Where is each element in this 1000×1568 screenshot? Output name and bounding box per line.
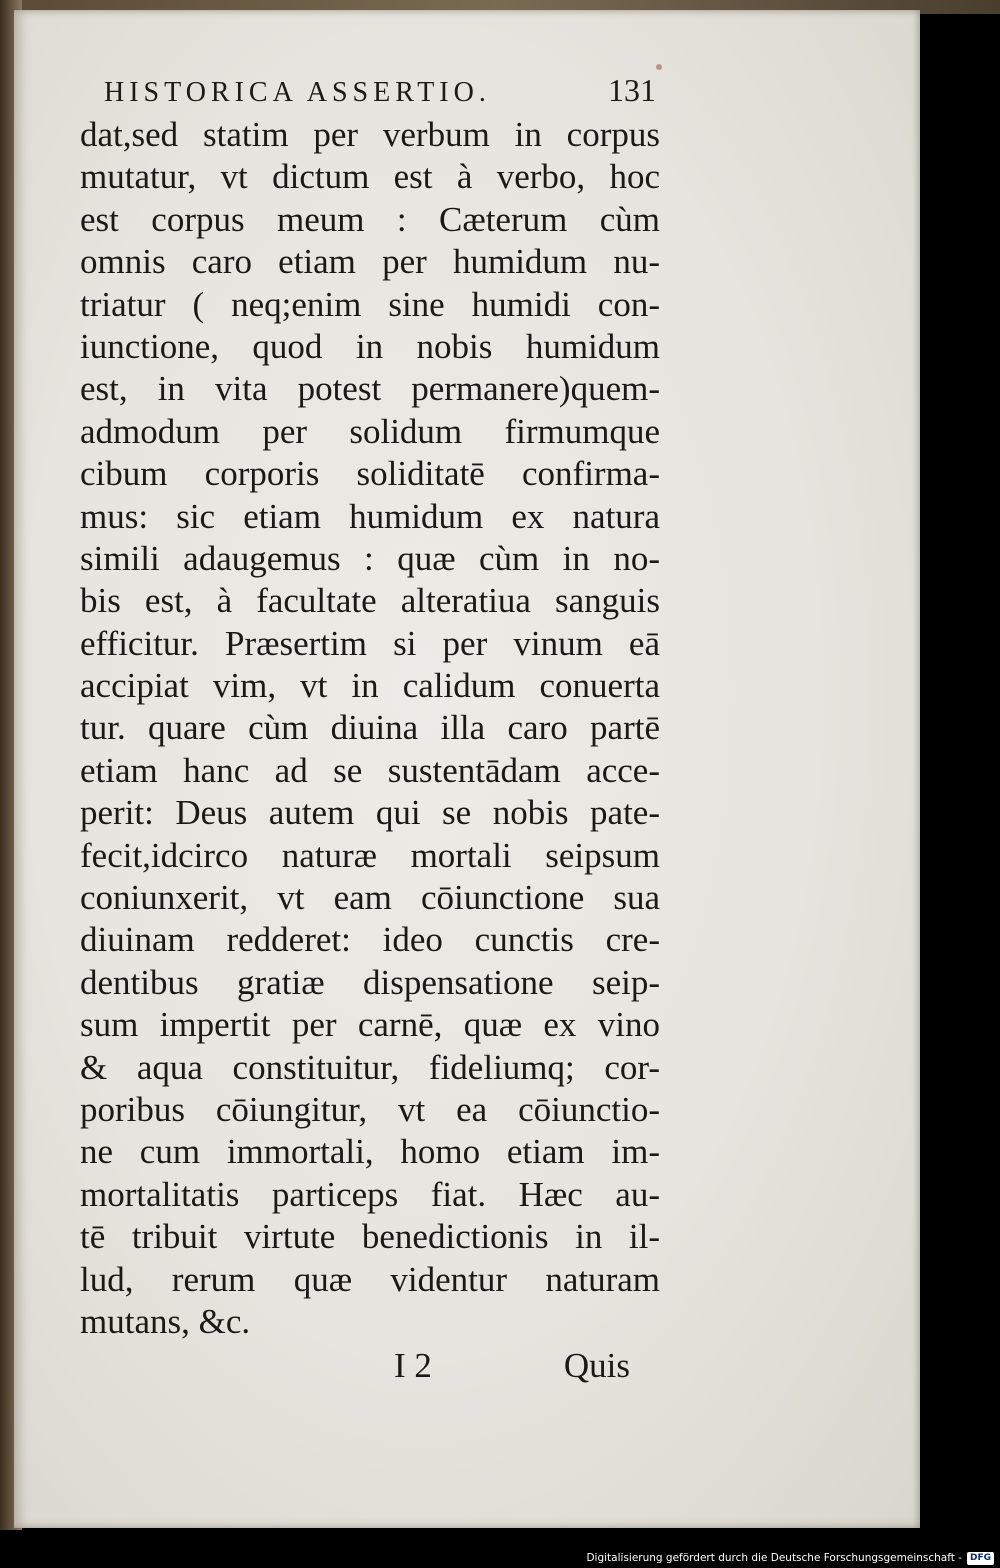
text-line: accipiat vim, vt in calidum conuerta (80, 666, 660, 706)
text-line: & aqua constituitur, fideliumq; cor- (80, 1047, 660, 1087)
text-line: omnis caro etiam per humidum nu- (80, 242, 660, 282)
body-text (80, 114, 660, 1343)
dfg-logo-icon: DFG (967, 1552, 994, 1565)
text-line: poribus cōiungitur, vt ea cōiunctio- (80, 1089, 660, 1129)
text-line: admodum per solidum firmumque (80, 411, 660, 451)
text-line: efficitur. Præsertim si per vinum eā (80, 623, 660, 663)
ink-stain (656, 64, 662, 70)
text-line: tur. quare cùm diuina illa caro partē (80, 708, 660, 748)
page-footer (394, 1346, 630, 1386)
text-line: sum impertit per carnē, quæ ex vino (80, 1005, 660, 1045)
text-line: dat,sed statim per verbum in corpus (80, 115, 660, 154)
digitization-credit-bar (0, 1548, 1000, 1568)
text-line: ne cum immortali, homo etiam im- (80, 1132, 660, 1172)
running-head (104, 72, 656, 109)
text-line: tē tribuit virtute benedictionis in il- (80, 1217, 660, 1257)
text-line: simili adaugemus : quæ cùm in no- (80, 538, 660, 578)
signature-mark: I 2 (394, 1346, 432, 1385)
text-line: est, in vita potest permanere)quem- (80, 369, 660, 409)
text-line: mortalitatis particeps fiat. Hæc au- (80, 1174, 660, 1214)
credit-text: Digitalisierung gefördert durch die Deutsche Forschungsgemeinschaft - (586, 1552, 962, 1564)
text-line: cibum corporis soliditatē confirma- (80, 454, 660, 494)
text-line: dentibus gratiæ dispensatione seip- (80, 962, 660, 1002)
book-page (14, 10, 920, 1528)
text-line: coniunxerit, vt eam cōiunctione sua (80, 878, 660, 918)
text-line: etiam hanc ad se sustentādam acce- (80, 750, 660, 790)
text-line: est corpus meum : Cæterum cùm (80, 199, 660, 239)
text-line: perit: Deus autem qui se nobis pate- (80, 793, 660, 833)
text-line: lud, rerum quæ videntur naturam (80, 1259, 660, 1299)
text-line: mutans, &c. (80, 1301, 251, 1341)
catchword: Quis (563, 1346, 630, 1385)
text-line: mus: sic etiam humidum ex natura (80, 496, 660, 536)
page-number: 131 (608, 72, 656, 108)
text-line: diuinam redderet: ideo cunctis cre- (80, 920, 660, 960)
text-line: fecit,idcirco naturæ mortali seipsum (80, 835, 660, 875)
text-line: triatur ( neq;enim sine humidi con- (80, 284, 660, 324)
text-line: mutatur, vt dictum est à verbo, hoc (80, 157, 660, 197)
running-title: HISTORICA ASSERTIO. (104, 77, 491, 108)
text-line: iunctione, quod in nobis humidum (80, 326, 660, 366)
text-line: bis est, à facultate alteratiua sanguis (80, 581, 660, 621)
